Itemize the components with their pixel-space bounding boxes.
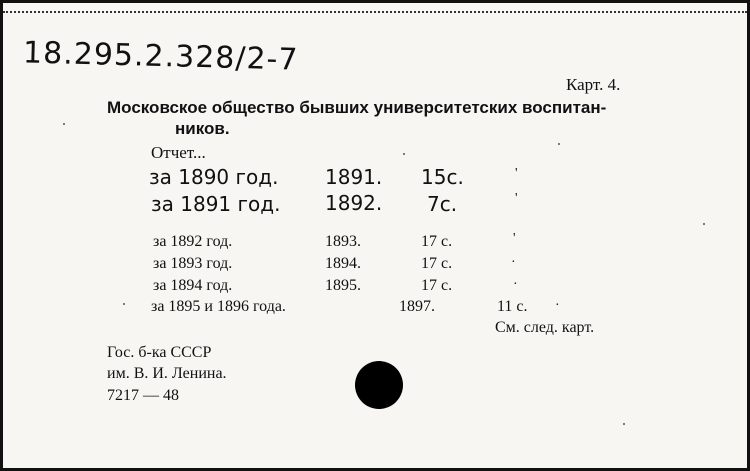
tick-mark: · xyxy=(555,298,560,313)
card-top-edge xyxy=(3,3,747,13)
handwritten-row-published: 1891. xyxy=(325,165,383,189)
library-stamp-line-3: 7217 — 48 xyxy=(107,387,179,404)
handwritten-row-year: за 1890 год. xyxy=(149,165,279,189)
printed-row-published: 1895. xyxy=(325,277,361,294)
heading-line-1: Московское общество бывших университетских воспитан- xyxy=(107,98,607,117)
printed-row-published: 1893. xyxy=(325,233,361,250)
paper-speck xyxy=(623,423,625,425)
paper-speck xyxy=(403,153,405,155)
library-stamp-line-2: им. В. И. Ленина. xyxy=(107,365,227,382)
tick-mark: · xyxy=(513,277,518,292)
tick-mark: · xyxy=(511,255,516,270)
paper-speck xyxy=(703,223,705,225)
printed-row-pages: 17 с. xyxy=(421,233,453,250)
library-stamp-line-1: Гос. б-ка СССР xyxy=(107,344,212,361)
punch-hole xyxy=(355,361,403,409)
paper-speck xyxy=(558,143,560,145)
call-number: 18.295.2.328/2-7 xyxy=(22,35,299,78)
handwritten-row-pages: 7с. xyxy=(427,192,458,216)
report-label: Отчет... xyxy=(151,143,206,162)
last-row-pages: 11 с. xyxy=(497,298,528,315)
see-next-card: См. след. карт. xyxy=(495,319,595,336)
card-number: Карт. 4. xyxy=(566,75,621,94)
paper-speck xyxy=(123,303,125,305)
printed-row-published: 1894. xyxy=(325,255,361,272)
handwritten-row-pages: 15с. xyxy=(421,165,464,189)
paper-speck xyxy=(63,123,65,125)
tick-mark: ' xyxy=(515,191,518,206)
last-row-year: за 1895 и 1896 года. xyxy=(151,298,286,315)
heading-line-2: ников. xyxy=(175,119,230,138)
printed-row-pages: 17 с. xyxy=(421,277,453,294)
handwritten-row-published: 1892. xyxy=(325,191,383,215)
tick-mark: ' xyxy=(513,231,516,246)
printed-row-year: за 1892 год. xyxy=(153,233,233,250)
printed-row-year: за 1894 год. xyxy=(153,277,233,294)
printed-row-year: за 1893 год. xyxy=(153,255,233,272)
handwritten-row-year: за 1891 год. xyxy=(151,192,281,216)
last-row-published: 1897. xyxy=(399,298,435,315)
printed-row-pages: 17 с. xyxy=(421,255,453,272)
tick-mark: ' xyxy=(515,166,518,181)
